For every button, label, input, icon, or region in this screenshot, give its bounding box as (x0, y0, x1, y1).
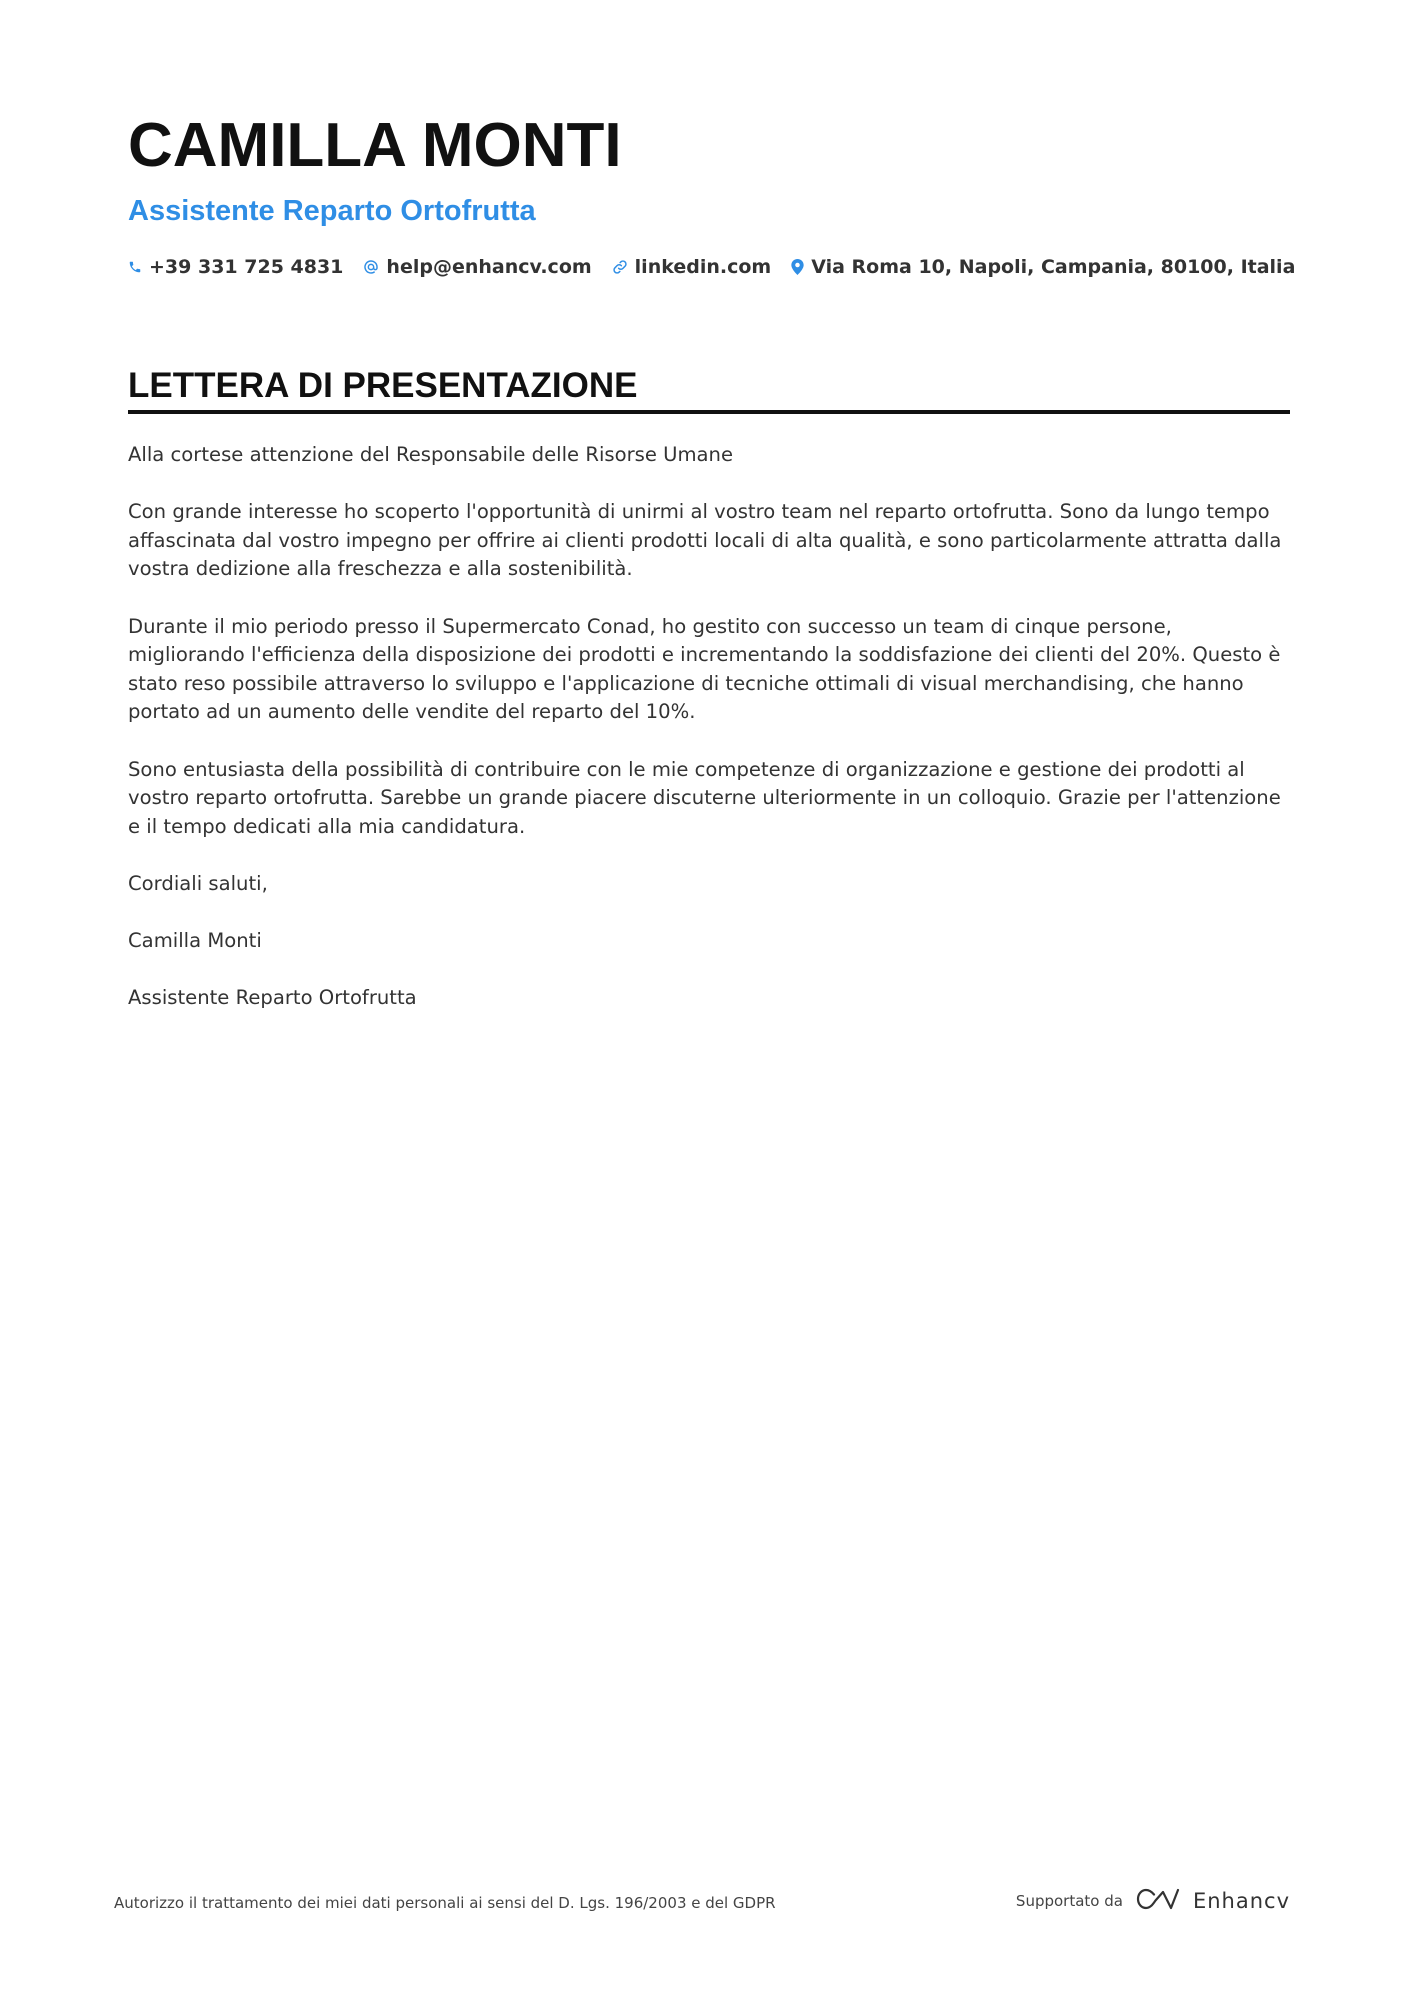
candidate-name: CAMILLA MONTI (128, 111, 622, 180)
contact-address (791, 252, 1295, 282)
brand-name: Enhancv (1192, 1889, 1290, 1913)
supported-by-label: Supportato da (1015, 1892, 1123, 1910)
letter-paragraph: Con grande interesse ho scoperto l'opportunità di unirmi al vostro team nel reparto ortofrutta. Sono da lungo tempo affascinata dal vostro impegno per offrire ai clienti prodotti locali di alta qualità, e sono particolarmente attratta dalla vostra dedizione alla freschezza e alla sostenibilità. (128, 500, 1282, 581)
privacy-notice: Autorizzo il trattamento dei miei dati personali ai sensi del D. Lgs. 196/2003 e del GDPR (114, 1894, 776, 1912)
candidate-role: Assistente Reparto Ortofrutta (128, 195, 536, 227)
phone-icon (128, 260, 142, 274)
email-address: help@enhancv.com (386, 256, 592, 278)
contact-phone[interactable] (128, 252, 343, 282)
powered-by[interactable] (1016, 1886, 1290, 1916)
address-text: Via Roma 10, Napoli, Campania, 80100, Italia (811, 256, 1296, 278)
letter-closing: Cordiali saluti, (128, 871, 268, 895)
website-link: linkedin.com (634, 256, 772, 278)
at-icon (363, 259, 379, 275)
contact-email[interactable] (363, 252, 591, 282)
letter-paragraph: Durante il mio periodo presso il Supermercato Conad, ho gestito con successo un team di cinque persone, migliorando l'efficienza della disposizione dei prodotti e incrementando la soddisfazione dei clienti del 20%. Questo è stato reso possibile attraverso lo sviluppo e l'applicazione di tecniche ottimali di visual merchandising, che hanno portato ad un aumento delle vendite del reparto del 10%. (128, 614, 1281, 724)
signature-name: Camilla Monti (128, 929, 262, 953)
letter-body (128, 441, 1290, 1041)
signature-role: Assistente Reparto Ortofrutta (128, 986, 417, 1010)
contact-website[interactable] (612, 252, 772, 282)
contact-bar (128, 252, 1295, 282)
section-divider (128, 410, 1290, 414)
link-icon (612, 259, 628, 275)
location-pin-icon (791, 259, 804, 275)
letter-salutation: Alla cortese attenzione del Responsabile delle Risorse Umane (128, 443, 734, 466)
section-title: LETTERA DI PRESENTAZIONE (128, 366, 638, 405)
phone-number: +39 331 725 4831 (149, 256, 344, 278)
letter-paragraph: Sono entusiasta della possibilità di contribuire con le mie competenze di organizzazione e gestione dei prodotti al vostro reparto ortofrutta. Sarebbe un grande piacere discuterne ulteriormente in un colloquio. Grazie per l'attenzione e il tempo dedicati alla mia candidatura. (128, 757, 1281, 838)
enhancv-logo-icon (1135, 1886, 1181, 1916)
